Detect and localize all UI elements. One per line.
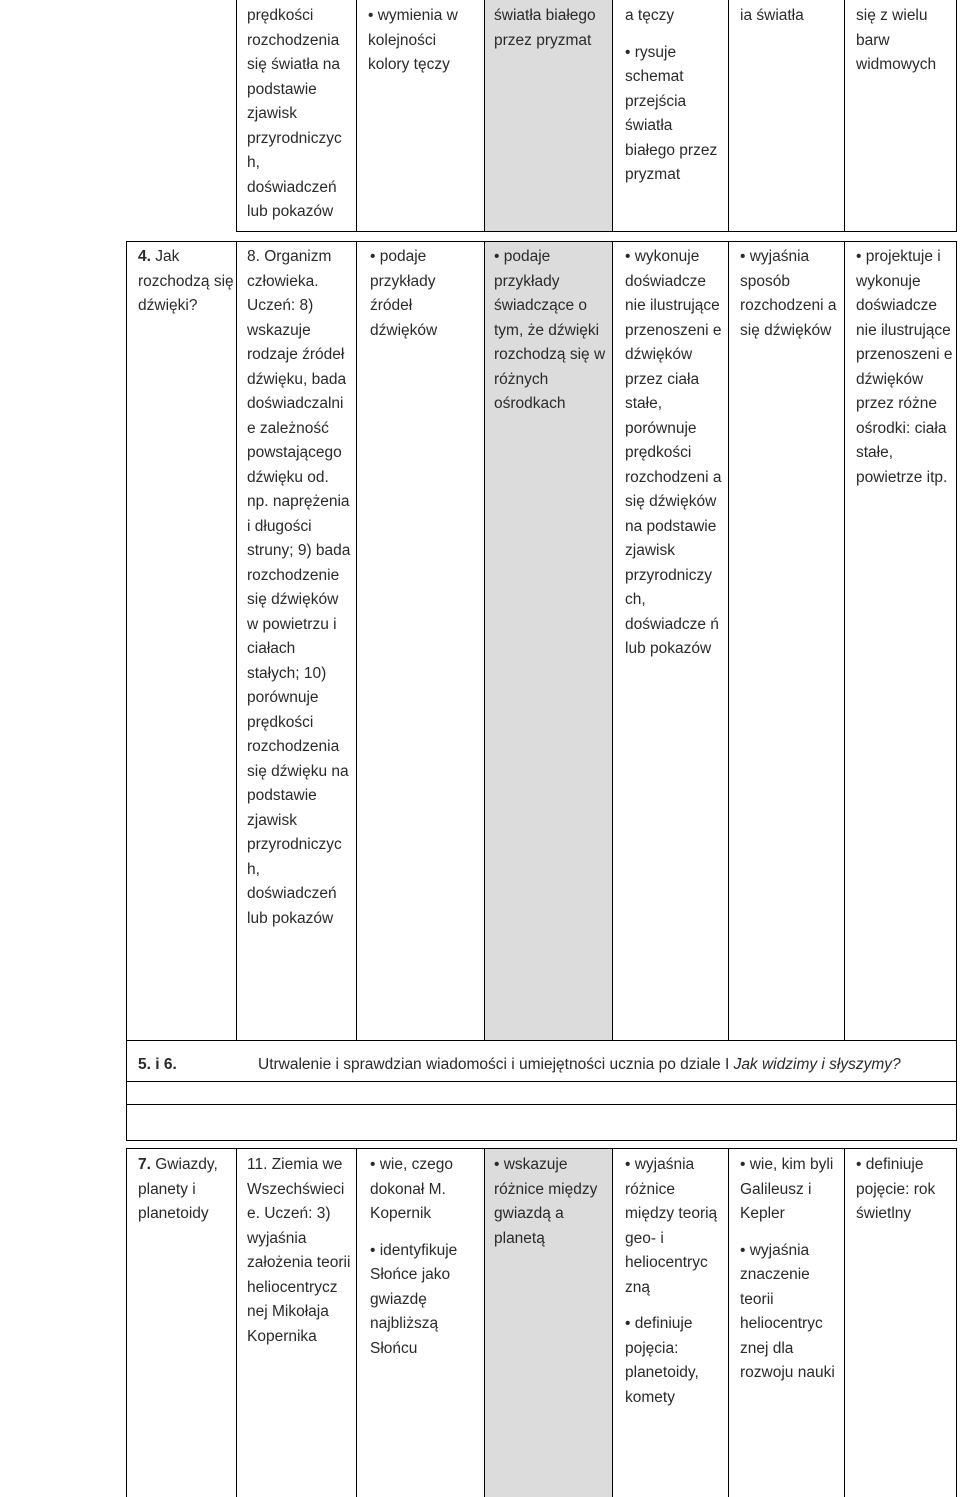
bullet-item <box>370 245 480 343</box>
grid-line <box>236 0 237 231</box>
summary-banner <box>138 1053 948 1077</box>
bullet-item <box>740 1239 840 1386</box>
cell-text-content: wskazuje różnice między gwiazdą a planetą <box>494 1156 598 1247</box>
row-7-level-4-cell <box>740 1153 840 1386</box>
cell-text <box>856 4 954 78</box>
cell-text-content: Jak rozchodzą się dźwięki? <box>138 248 234 314</box>
cell-text-content: światła białego przez pryzmat <box>494 7 596 49</box>
row-7-level-5-cell <box>856 1153 954 1227</box>
grid-line <box>126 1081 957 1082</box>
cell-text-content: Gwiazdy, planety i planetoidy <box>138 1156 218 1222</box>
grid-line <box>356 1148 357 1497</box>
paragraph-gap <box>740 1227 840 1239</box>
grid-line <box>612 1148 613 1497</box>
cell-text-content: definiuje pojęcia: planetoidy, komety <box>625 1315 699 1406</box>
bullet-item <box>625 1153 725 1300</box>
grid-line <box>126 241 957 242</box>
banner-italic-title: Jak widzimy i słyszymy? <box>733 1056 901 1073</box>
row-top-level-2-cell <box>494 4 608 53</box>
cell-text-content: rysuje schemat przejścia światła białego przez pryzmat <box>625 43 718 183</box>
row-top-level-1-cell <box>368 4 480 78</box>
grid-line <box>844 0 845 231</box>
cell-text-content: projektuje i wykonuje doświadcze nie ilustrujące przenoszeni e dźwięków przez różne ośrodki: ciała stałe, powietrze itp. <box>856 248 953 486</box>
cell-text-content: wyjaśnia sposób rozchodzeni a się dźwięków <box>740 248 837 339</box>
bullet-item <box>494 245 608 417</box>
cell-text-content: definiuje pojęcie: rok świetlny <box>856 1156 936 1222</box>
grid-line <box>126 241 127 1040</box>
grid-line <box>844 1148 845 1497</box>
cell-text-content: podaje przykłady źródeł dźwięków <box>370 248 438 339</box>
grid-line <box>126 1148 127 1497</box>
grid-line <box>236 241 237 1040</box>
grid-line <box>236 231 957 232</box>
row-7-level-3-cell <box>625 1153 725 1410</box>
banner-text: Utrwalenie i sprawdzian wiadomości i umiejętności ucznia po dziale I <box>258 1056 734 1073</box>
cell-text-content: a tęczy <box>625 7 675 24</box>
cell-text-content: wie, kim byli Galileusz i Kepler <box>740 1156 834 1222</box>
grid-line <box>728 0 729 231</box>
cell-text <box>247 1153 351 1349</box>
bullet-item <box>370 1153 480 1227</box>
row-4-level-1-cell <box>370 245 480 343</box>
row-7-topic-cell <box>138 1153 234 1227</box>
bullet-item <box>625 1312 725 1410</box>
row-top-level-5-cell <box>856 4 954 78</box>
topic-number: 7. <box>138 1156 151 1173</box>
grid-line <box>126 1040 957 1041</box>
bullet-item <box>625 245 725 662</box>
grid-line <box>484 0 485 231</box>
cell-text <box>740 4 840 29</box>
bullet-item <box>856 1153 954 1227</box>
grid-line <box>612 241 613 1040</box>
paragraph-gap <box>625 29 725 41</box>
grid-line <box>956 1148 957 1497</box>
paragraph-gap <box>625 1300 725 1312</box>
cell-text-content: wykonuje doświadcze nie ilustrujące przenoszeni e dźwięków przez ciała stałe, porównuje prędkości rozchodzeni a się dźwięków na podstawie zjawisk przyrodniczy ch, doświadcze ń lub pokazów <box>625 248 722 657</box>
bullet-item <box>740 245 840 343</box>
banner-number: 5. i 6. <box>138 1056 177 1073</box>
row-top-content-cell <box>247 4 351 225</box>
grid-line <box>956 241 957 1040</box>
grid-line <box>484 1148 485 1497</box>
grid-line <box>126 1140 957 1141</box>
row-4-level-5-cell <box>856 245 954 490</box>
grid-line <box>956 0 957 231</box>
bullet-item <box>856 245 954 490</box>
row-4-level-4-cell <box>740 245 840 343</box>
cell-text <box>138 245 234 319</box>
bullet-item <box>625 41 725 188</box>
cell-text-content: 8. Organizm człowieka. Uczeń: 8) wskazuje rodzaje źródeł dźwięku, bada doświadczalni e zależność powstającego dźwięku od. np. naprężenia i długości struny; 9) bada rozchodzenie się dźwięków w powietrzu i ciałach stałych; 10) porównuje prędkości rozchodzenia się dźwięku na podstawie zjawisk przyrodniczyc h, doświadczeń lub pokazów <box>247 248 351 927</box>
cell-text-content: identyfikuje Słońce jako gwiazdę najbliższą Słońcu <box>370 1241 458 1357</box>
bullet-item <box>370 1239 480 1362</box>
row-4-topic-cell <box>138 245 234 319</box>
grid-line <box>956 1041 957 1140</box>
grid-line <box>126 1148 957 1149</box>
grid-line <box>728 1148 729 1497</box>
grid-line <box>612 0 613 231</box>
cell-text <box>625 4 725 29</box>
grid-line <box>126 1041 127 1140</box>
row-top-level-3-cell <box>625 4 725 188</box>
cell-text-content: się z wielu barw widmowych <box>856 7 937 73</box>
cell-text-content: wyjaśnia różnice między teorią geo- i heliocentryc zną <box>625 1156 718 1296</box>
paragraph-gap <box>370 1227 480 1239</box>
row-7-content-cell <box>247 1153 351 1349</box>
grid-line <box>126 1104 957 1105</box>
grid-line <box>236 1148 237 1497</box>
cell-text <box>494 4 608 53</box>
cell-text-content: prędkości rozchodzenia się światła na podstawie zjawisk przyrodniczyc h, doświadczeń lub pokazów <box>247 7 342 220</box>
row-7-level-2-cell <box>494 1153 608 1251</box>
grid-line <box>356 241 357 1040</box>
cell-text-content: 11. Ziemia we Wszechświeci e. Uczeń: 3) wyjaśnia założenia teorii heliocentrycz nej Mikołaja Kopernika <box>247 1156 351 1345</box>
cell-text-content: wyjaśnia znaczenie teorii heliocentryc znej dla rozwoju nauki <box>740 1241 835 1381</box>
cell-text-content: wie, czego dokonał M. Kopernik <box>370 1156 453 1222</box>
grid-line <box>844 241 845 1040</box>
row-4-level-3-cell <box>625 245 725 662</box>
topic-number: 4. <box>138 248 151 265</box>
grid-line <box>728 241 729 1040</box>
cell-text-content: podaje przykłady świadczące o tym, że dźwięki rozchodzą się w różnych ośrodkach <box>494 248 606 412</box>
bullet-item <box>368 4 480 78</box>
cell-text <box>247 4 351 225</box>
cell-text <box>138 1153 234 1227</box>
bullet-item <box>494 1153 608 1251</box>
cell-text-content: wymienia w kolejności kolory tęczy <box>368 7 458 73</box>
row-7-level-1-cell <box>370 1153 480 1361</box>
row-4-level-2-cell <box>494 245 608 417</box>
cell-text-content: ia światła <box>740 7 804 24</box>
grid-line <box>356 0 357 231</box>
grid-line <box>484 241 485 1040</box>
cell-text <box>247 245 351 931</box>
row-4-content-cell <box>247 245 351 931</box>
row-top-level-4-cell <box>740 4 840 29</box>
bullet-item <box>740 1153 840 1227</box>
